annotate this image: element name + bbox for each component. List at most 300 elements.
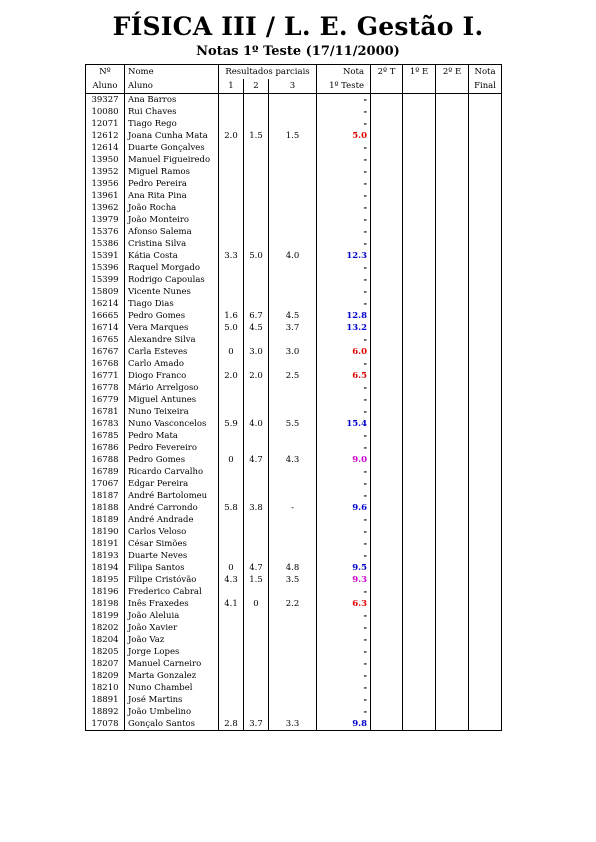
student-number: 10080 <box>86 106 125 118</box>
partial-1: 0 <box>219 562 244 574</box>
second-exam <box>436 682 469 694</box>
student-name: Nuno Vasconcelos <box>125 418 219 430</box>
table-row <box>86 682 502 694</box>
partial-1: 0 <box>219 346 244 358</box>
student-name: Carlo Amado <box>125 358 219 370</box>
partial-1 <box>219 406 244 418</box>
student-name: Miguel Ramos <box>125 166 219 178</box>
student-name: Manuel Figueiredo <box>125 154 219 166</box>
first-exam <box>403 538 436 550</box>
partial-3 <box>269 622 317 634</box>
second-exam <box>436 178 469 190</box>
partial-2: 3.8 <box>244 502 269 514</box>
grade-rows <box>86 94 502 731</box>
student-name: João Xavier <box>125 622 219 634</box>
second-test <box>371 478 403 490</box>
partial-1: 2.0 <box>219 370 244 382</box>
partial-2 <box>244 298 269 310</box>
student-name: César Simões <box>125 538 219 550</box>
student-name: André Bartolomeu <box>125 490 219 502</box>
partial-3 <box>269 226 317 238</box>
partial-1: 1.6 <box>219 310 244 322</box>
table-row <box>86 646 502 658</box>
student-number: 13962 <box>86 202 125 214</box>
student-number: 18191 <box>86 538 125 550</box>
student-number: 18194 <box>86 562 125 574</box>
partial-1: 2.8 <box>219 718 244 731</box>
partial-3 <box>269 706 317 718</box>
partial-3 <box>269 286 317 298</box>
final-grade <box>469 118 502 130</box>
partial-2: 3.7 <box>244 718 269 731</box>
second-exam <box>436 502 469 514</box>
partial-2 <box>244 646 269 658</box>
first-exam <box>403 634 436 646</box>
second-exam <box>436 454 469 466</box>
test-grade: - <box>317 538 371 550</box>
table-row <box>86 406 502 418</box>
student-number: 16781 <box>86 406 125 418</box>
partial-1: 0 <box>219 454 244 466</box>
test-grade: - <box>317 442 371 454</box>
test-grade: - <box>317 238 371 250</box>
first-exam <box>403 286 436 298</box>
first-exam <box>403 154 436 166</box>
first-exam <box>403 358 436 370</box>
second-exam <box>436 334 469 346</box>
partial-2 <box>244 586 269 598</box>
student-number: 15399 <box>86 274 125 286</box>
second-test <box>371 178 403 190</box>
header-1st-exam-sub <box>403 79 436 94</box>
second-exam <box>436 274 469 286</box>
student-name: Pedro Fevereiro <box>125 442 219 454</box>
second-test <box>371 610 403 622</box>
test-grade: - <box>317 106 371 118</box>
second-exam <box>436 214 469 226</box>
table-row <box>86 322 502 334</box>
partial-2 <box>244 142 269 154</box>
student-number: 18210 <box>86 682 125 694</box>
final-grade <box>469 502 502 514</box>
student-number: 17078 <box>86 718 125 731</box>
test-grade: - <box>317 382 371 394</box>
test-grade: - <box>317 466 371 478</box>
partial-3 <box>269 358 317 370</box>
table-row <box>86 586 502 598</box>
final-grade <box>469 346 502 358</box>
student-name: João Aleluia <box>125 610 219 622</box>
student-number: 16665 <box>86 310 125 322</box>
partial-3: 2.2 <box>269 598 317 610</box>
final-grade <box>469 142 502 154</box>
table-row <box>86 706 502 718</box>
test-grade: - <box>317 514 371 526</box>
partial-3 <box>269 694 317 706</box>
first-exam <box>403 646 436 658</box>
first-exam <box>403 178 436 190</box>
partial-2 <box>244 430 269 442</box>
test-grade: - <box>317 142 371 154</box>
final-grade <box>469 274 502 286</box>
table-row <box>86 514 502 526</box>
first-exam <box>403 370 436 382</box>
partial-2 <box>244 106 269 118</box>
second-exam <box>436 358 469 370</box>
first-exam <box>403 466 436 478</box>
second-exam <box>436 526 469 538</box>
partial-2: 2.0 <box>244 370 269 382</box>
student-name: Rui Chaves <box>125 106 219 118</box>
partial-1 <box>219 634 244 646</box>
partial-2 <box>244 154 269 166</box>
table-row <box>86 178 502 190</box>
second-test <box>371 718 403 731</box>
first-exam <box>403 658 436 670</box>
partial-2 <box>244 166 269 178</box>
table-row <box>86 466 502 478</box>
partial-3 <box>269 538 317 550</box>
student-name: Raquel Morgado <box>125 262 219 274</box>
partial-2: 1.5 <box>244 574 269 586</box>
second-exam <box>436 718 469 731</box>
table-row <box>86 550 502 562</box>
table-row <box>86 694 502 706</box>
student-name: Filipe Cristóvão <box>125 574 219 586</box>
final-grade <box>469 418 502 430</box>
partial-3 <box>269 406 317 418</box>
student-number: 13950 <box>86 154 125 166</box>
test-grade: - <box>317 550 371 562</box>
student-name: Kátia Costa <box>125 250 219 262</box>
second-test <box>371 622 403 634</box>
partial-3 <box>269 634 317 646</box>
second-test <box>371 274 403 286</box>
final-grade <box>469 538 502 550</box>
test-grade: - <box>317 610 371 622</box>
first-exam <box>403 526 436 538</box>
table-row <box>86 574 502 586</box>
partial-1 <box>219 586 244 598</box>
partial-3: 2.5 <box>269 370 317 382</box>
first-exam <box>403 322 436 334</box>
second-test <box>371 322 403 334</box>
final-grade <box>469 178 502 190</box>
test-grade: - <box>317 214 371 226</box>
second-test <box>371 202 403 214</box>
second-exam <box>436 298 469 310</box>
student-number: 12614 <box>86 142 125 154</box>
second-test <box>371 250 403 262</box>
student-number: 18202 <box>86 622 125 634</box>
student-number: 39327 <box>86 94 125 107</box>
partial-1 <box>219 658 244 670</box>
final-grade <box>469 598 502 610</box>
partial-3 <box>269 142 317 154</box>
table-row <box>86 418 502 430</box>
table-row <box>86 298 502 310</box>
second-exam <box>436 310 469 322</box>
final-grade <box>469 646 502 658</box>
test-grade: 6.5 <box>317 370 371 382</box>
first-exam <box>403 94 436 107</box>
final-grade <box>469 190 502 202</box>
partial-2 <box>244 658 269 670</box>
header-row-2 <box>86 79 502 94</box>
second-exam <box>436 634 469 646</box>
partial-2 <box>244 490 269 502</box>
partial-1 <box>219 430 244 442</box>
partial-2 <box>244 382 269 394</box>
second-exam <box>436 286 469 298</box>
final-grade <box>469 406 502 418</box>
student-number: 18196 <box>86 586 125 598</box>
second-test <box>371 454 403 466</box>
partial-3: 4.8 <box>269 562 317 574</box>
partial-2 <box>244 118 269 130</box>
partial-2 <box>244 394 269 406</box>
table-row <box>86 274 502 286</box>
partial-1 <box>219 514 244 526</box>
table-row <box>86 118 502 130</box>
partial-3 <box>269 334 317 346</box>
partial-3 <box>269 202 317 214</box>
second-test <box>371 442 403 454</box>
table-row <box>86 358 502 370</box>
table-row <box>86 226 502 238</box>
final-grade <box>469 586 502 598</box>
partial-3 <box>269 526 317 538</box>
first-exam <box>403 718 436 731</box>
partial-2 <box>244 202 269 214</box>
test-grade: 9.6 <box>317 502 371 514</box>
second-test <box>371 418 403 430</box>
first-exam <box>403 202 436 214</box>
partial-1 <box>219 358 244 370</box>
partial-2: 5.0 <box>244 250 269 262</box>
table-row <box>86 238 502 250</box>
student-number: 18198 <box>86 598 125 610</box>
table-row <box>86 262 502 274</box>
second-exam <box>436 478 469 490</box>
student-name: Pedro Mata <box>125 430 219 442</box>
test-grade: 9.5 <box>317 562 371 574</box>
final-grade <box>469 298 502 310</box>
first-exam <box>403 346 436 358</box>
final-grade <box>469 634 502 646</box>
partial-1: 5.0 <box>219 322 244 334</box>
partial-3 <box>269 106 317 118</box>
test-grade: 6.3 <box>317 598 371 610</box>
student-name: José Martins <box>125 694 219 706</box>
table-row <box>86 94 502 107</box>
student-name: André Andrade <box>125 514 219 526</box>
partial-2: 3.0 <box>244 346 269 358</box>
partial-3: 3.7 <box>269 322 317 334</box>
table-row <box>86 442 502 454</box>
final-grade <box>469 334 502 346</box>
test-grade: - <box>317 394 371 406</box>
test-grade: - <box>317 670 371 682</box>
final-grade <box>469 670 502 682</box>
test-grade: - <box>317 586 371 598</box>
table-row <box>86 394 502 406</box>
partial-3 <box>269 262 317 274</box>
final-grade <box>469 106 502 118</box>
partial-3 <box>269 214 317 226</box>
second-test <box>371 394 403 406</box>
student-number: 18205 <box>86 646 125 658</box>
partial-1 <box>219 622 244 634</box>
table-row <box>86 454 502 466</box>
student-number: 13979 <box>86 214 125 226</box>
student-name: Edgar Pereira <box>125 478 219 490</box>
partial-2 <box>244 226 269 238</box>
first-exam <box>403 694 436 706</box>
student-name: Marta Gonzalez <box>125 670 219 682</box>
student-name: Duarte Gonçalves <box>125 142 219 154</box>
student-name: Carla Esteves <box>125 346 219 358</box>
partial-3: 4.3 <box>269 454 317 466</box>
partial-3: - <box>269 502 317 514</box>
student-number: 16786 <box>86 442 125 454</box>
student-name: Ana Barros <box>125 94 219 107</box>
student-number: 16789 <box>86 466 125 478</box>
partial-1 <box>219 274 244 286</box>
final-grade <box>469 454 502 466</box>
first-exam <box>403 502 436 514</box>
partial-3 <box>269 274 317 286</box>
partial-1 <box>219 526 244 538</box>
test-grade: - <box>317 334 371 346</box>
table-row <box>86 106 502 118</box>
second-test <box>371 286 403 298</box>
partial-3: 3.5 <box>269 574 317 586</box>
second-test <box>371 154 403 166</box>
test-grade: 5.0 <box>317 130 371 142</box>
second-test <box>371 190 403 202</box>
partial-1: 5.8 <box>219 502 244 514</box>
student-name: Gonçalo Santos <box>125 718 219 731</box>
student-number: 12612 <box>86 130 125 142</box>
partial-3 <box>269 610 317 622</box>
partial-1 <box>219 646 244 658</box>
partial-3 <box>269 586 317 598</box>
second-test <box>371 106 403 118</box>
header-2nd-exam-sub <box>436 79 469 94</box>
partial-2 <box>244 334 269 346</box>
first-exam <box>403 214 436 226</box>
second-test <box>371 634 403 646</box>
second-exam <box>436 418 469 430</box>
student-number: 13952 <box>86 166 125 178</box>
student-name: João Vaz <box>125 634 219 646</box>
header-grade-sub: 1º Teste <box>317 79 371 94</box>
student-name: Mário Arrelgoso <box>125 382 219 394</box>
partial-2 <box>244 238 269 250</box>
partial-2 <box>244 358 269 370</box>
final-grade <box>469 358 502 370</box>
second-test <box>371 502 403 514</box>
partial-1 <box>219 334 244 346</box>
second-test <box>371 550 403 562</box>
test-grade: - <box>317 526 371 538</box>
test-grade: - <box>317 490 371 502</box>
second-exam <box>436 250 469 262</box>
table-row <box>86 250 502 262</box>
partial-1 <box>219 178 244 190</box>
partial-2: 4.0 <box>244 418 269 430</box>
first-exam <box>403 406 436 418</box>
second-exam <box>436 490 469 502</box>
student-name: Vera Marques <box>125 322 219 334</box>
partial-2: 4.7 <box>244 454 269 466</box>
second-test <box>371 334 403 346</box>
student-number: 18892 <box>86 706 125 718</box>
second-exam <box>436 514 469 526</box>
final-grade <box>469 610 502 622</box>
student-name: Tiago Dias <box>125 298 219 310</box>
final-grade <box>469 718 502 731</box>
partial-2 <box>244 682 269 694</box>
final-grade <box>469 382 502 394</box>
student-number: 18204 <box>86 634 125 646</box>
partial-3 <box>269 514 317 526</box>
test-grade: - <box>317 634 371 646</box>
partial-2 <box>244 274 269 286</box>
header-grade: Nota <box>317 65 371 80</box>
second-exam <box>436 538 469 550</box>
test-grade: 15.4 <box>317 418 371 430</box>
partial-1 <box>219 610 244 622</box>
second-test <box>371 598 403 610</box>
partial-1 <box>219 298 244 310</box>
student-name: Pedro Gomes <box>125 310 219 322</box>
second-exam <box>436 370 469 382</box>
first-exam <box>403 238 436 250</box>
student-number: 13956 <box>86 178 125 190</box>
test-grade: 9.3 <box>317 574 371 586</box>
first-exam <box>403 622 436 634</box>
second-test <box>371 94 403 107</box>
second-test <box>371 310 403 322</box>
partial-2 <box>244 178 269 190</box>
partial-1 <box>219 226 244 238</box>
first-exam <box>403 490 436 502</box>
partial-3 <box>269 646 317 658</box>
partial-2: 1.5 <box>244 130 269 142</box>
partial-1 <box>219 706 244 718</box>
second-test <box>371 298 403 310</box>
test-grade: 9.0 <box>317 454 371 466</box>
partial-1 <box>219 466 244 478</box>
header-2nd-exam: 2º E <box>436 65 469 80</box>
partial-1 <box>219 490 244 502</box>
student-number: 16771 <box>86 370 125 382</box>
header-partial-3: 3 <box>269 79 317 94</box>
page-subtitle: Notas 1º Teste (17/11/2000) <box>196 44 400 59</box>
test-grade: - <box>317 646 371 658</box>
student-name: João Rocha <box>125 202 219 214</box>
partial-2: 6.7 <box>244 310 269 322</box>
test-grade: - <box>317 478 371 490</box>
student-name: Tiago Rego <box>125 118 219 130</box>
table-row <box>86 670 502 682</box>
student-name: Carlos Veloso <box>125 526 219 538</box>
second-test <box>371 466 403 478</box>
student-number: 16768 <box>86 358 125 370</box>
second-exam <box>436 190 469 202</box>
